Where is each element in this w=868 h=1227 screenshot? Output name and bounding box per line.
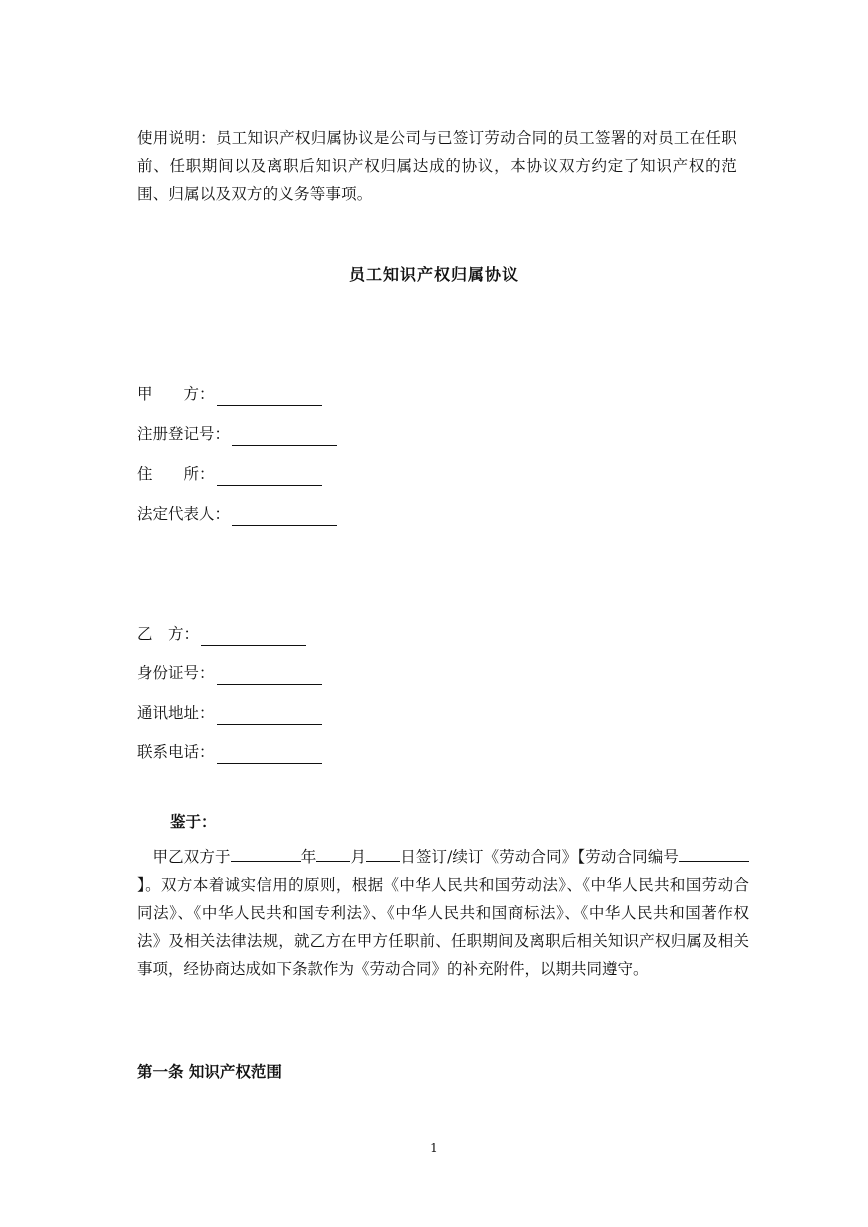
month-blank[interactable] — [316, 847, 350, 862]
party-a-registration-label: 注册登记号： — [137, 425, 231, 443]
recital-day: 日签订/续订《劳动合同》【劳动合同编号 — [400, 848, 679, 866]
party-a-registration-field — [137, 422, 337, 446]
party-a-registration-blank[interactable] — [232, 427, 337, 446]
party-b-name-field — [137, 622, 306, 646]
recital-year: 年 — [300, 848, 317, 866]
party-b-address-label: 通讯地址： — [137, 704, 215, 722]
party-a-representative-field — [137, 502, 337, 526]
party-a-name-blank[interactable] — [217, 387, 322, 406]
contract-number-blank[interactable] — [679, 847, 749, 862]
party-b-phone-label: 联系电话： — [137, 743, 215, 761]
party-b-address-blank[interactable] — [217, 706, 322, 725]
party-b-id-field — [137, 661, 322, 685]
recital-text-2: 】。双方本着诚实信用的原则，根据《中华人民共和国劳动法》、《中华人民共和国劳动合同法》、《中华人民共和国专利法》、《中华人民共和国商标法》、《中华人民共和国著作权法》及相关法律法规，就乙方在甲方任职前、任职期间及离职后相关知识产权归属及相关事项，经协商达成如下条款作为《劳动合同》的补充附件，以期共同遵守。 — [137, 876, 749, 978]
party-a-address-field — [137, 462, 322, 486]
party-a-name-field — [137, 382, 322, 406]
party-b-address-field — [137, 701, 322, 725]
party-b-name-label: 乙 方： — [137, 625, 200, 643]
party-b-phone-blank[interactable] — [217, 745, 322, 764]
whereas-heading: 鉴于： — [170, 812, 217, 831]
party-b-id-label: 身份证号： — [137, 664, 215, 682]
usage-instructions: 使用说明：员工知识产权归属协议是公司与已签订劳动合同的员工签署的对员工在任职前、任职期间以及离职后知识产权归属达成的协议，本协议双方约定了知识产权的范围、归属以及双方的义务等事项。 — [137, 129, 737, 203]
party-a-representative-label: 法定代表人： — [137, 505, 231, 523]
party-a-representative-blank[interactable] — [232, 507, 337, 526]
year-blank[interactable] — [231, 847, 301, 862]
day-blank[interactable] — [366, 847, 400, 862]
party-a-address-blank[interactable] — [217, 467, 322, 486]
page-number: 1 — [430, 1141, 438, 1155]
recital-month: 月 — [350, 848, 367, 866]
article-1-heading: 第一条 知识产权范围 — [137, 1062, 282, 1081]
party-b-name-blank[interactable] — [201, 627, 306, 646]
party-b-id-blank[interactable] — [217, 666, 322, 685]
party-b-phone-field — [137, 740, 322, 764]
document-title: 员工知识产权归属协议 — [348, 265, 519, 284]
recital-paragraph — [137, 843, 749, 983]
recital-text-1: 甲乙双方于 — [152, 848, 231, 866]
party-a-name-label: 甲 方： — [137, 385, 215, 403]
party-a-address-label: 住 所： — [137, 465, 215, 483]
